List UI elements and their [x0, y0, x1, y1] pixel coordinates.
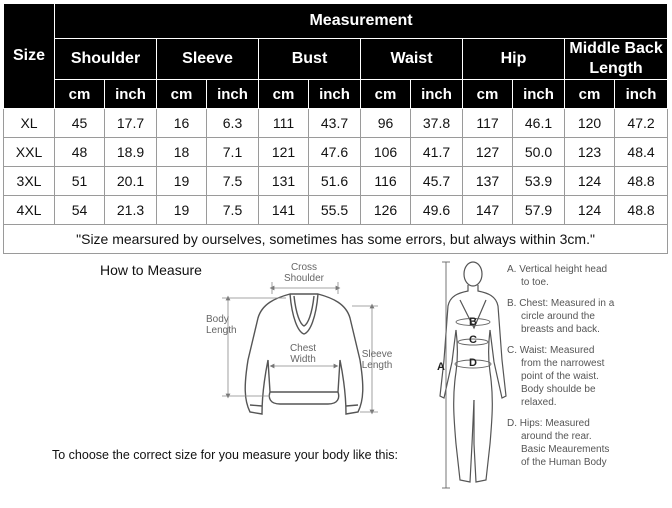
group-header: Bust — [259, 39, 361, 80]
chest-width-text: Chest Width — [289, 343, 317, 365]
value-cell: 124 — [565, 167, 615, 196]
value-cell: 54 — [55, 196, 105, 225]
note-item — [507, 417, 667, 469]
letter-b: B — [469, 316, 477, 328]
value-cell: 50.0 — [513, 138, 565, 167]
note-line: Body shoulde be — [521, 384, 596, 395]
size-cell: 3XL — [4, 167, 55, 196]
value-cell: 147 — [463, 196, 513, 225]
choose-size-instruction: To choose the correct size for you measure your body like this: — [52, 448, 398, 462]
how-to-measure-title: How to Measure — [100, 262, 202, 278]
sleeve-length-text: Sleeve Length — [361, 349, 393, 371]
value-cell: 137 — [463, 167, 513, 196]
letter-c: C — [469, 334, 477, 346]
unit-header: cm — [55, 80, 105, 109]
value-cell: 131 — [259, 167, 309, 196]
value-cell: 21.3 — [105, 196, 157, 225]
value-cell: 45.7 — [411, 167, 463, 196]
value-cell: 121 — [259, 138, 309, 167]
unit-header: cm — [565, 80, 615, 109]
note-line: circle around the — [521, 311, 595, 322]
value-cell: 18.9 — [105, 138, 157, 167]
note-line: to toe. — [521, 277, 549, 288]
value-cell: 124 — [565, 196, 615, 225]
measurement-notes — [507, 263, 667, 477]
size-cell: 4XL — [4, 196, 55, 225]
unit-header: inch — [105, 80, 157, 109]
note-item — [507, 297, 667, 336]
note-first-line: B. Chest: Measured in a — [507, 298, 615, 309]
table-note: "Size mearsured by ourselves, sometimes has some errors, but always within 3cm." — [4, 225, 668, 254]
value-cell: 48.4 — [615, 138, 668, 167]
note-line: of the Human Body — [521, 457, 607, 468]
note-line: relaxed. — [521, 397, 557, 408]
size-header: Size — [4, 4, 55, 109]
value-cell: 48.8 — [615, 167, 668, 196]
value-cell: 51.6 — [309, 167, 361, 196]
unit-header: cm — [463, 80, 513, 109]
value-cell: 48 — [55, 138, 105, 167]
group-header: Hip — [463, 39, 565, 80]
value-cell: 53.9 — [513, 167, 565, 196]
note-first-line: C. Waist: Measured — [507, 345, 595, 356]
body-length-label — [206, 314, 256, 336]
value-cell: 6.3 — [207, 109, 259, 138]
unit-header: inch — [207, 80, 259, 109]
value-cell: 41.7 — [411, 138, 463, 167]
value-cell: 106 — [361, 138, 411, 167]
note-item — [507, 263, 667, 289]
value-cell: 116 — [361, 167, 411, 196]
unit-header: inch — [309, 80, 361, 109]
value-cell: 48.8 — [615, 196, 668, 225]
human-body-icon — [440, 262, 506, 482]
unit-header: cm — [157, 80, 207, 109]
unit-header: inch — [513, 80, 565, 109]
note-line: Basic Meaurements — [521, 444, 610, 455]
value-cell: 19 — [157, 196, 207, 225]
sleeve-length-label — [354, 349, 400, 371]
value-cell: 96 — [361, 109, 411, 138]
value-cell: 47.6 — [309, 138, 361, 167]
value-cell: 45 — [55, 109, 105, 138]
measurement-header: Measurement — [55, 4, 668, 39]
value-cell: 123 — [565, 138, 615, 167]
value-cell: 120 — [565, 109, 615, 138]
group-header: Sleeve — [157, 39, 259, 80]
chest-width-label — [280, 343, 326, 365]
value-cell: 111 — [259, 109, 309, 138]
note-item — [507, 344, 667, 409]
size-cell: XXL — [4, 138, 55, 167]
value-cell: 20.1 — [105, 167, 157, 196]
value-cell: 18 — [157, 138, 207, 167]
value-cell: 17.7 — [105, 109, 157, 138]
note-first-line: A. Vertical height head — [507, 264, 608, 275]
letter-a: A — [437, 361, 445, 373]
cross-shoulder-text: Cross Shoulder — [283, 262, 325, 284]
value-cell: 46.1 — [513, 109, 565, 138]
value-cell: 7.5 — [207, 196, 259, 225]
unit-header: inch — [615, 80, 668, 109]
value-cell: 57.9 — [513, 196, 565, 225]
note-first-line: D. Hips: Measured — [507, 418, 590, 429]
value-cell: 141 — [259, 196, 309, 225]
note-line: around the rear. — [521, 431, 592, 442]
unit-header: cm — [259, 80, 309, 109]
cross-shoulder-label — [270, 262, 338, 284]
value-cell: 43.7 — [309, 109, 361, 138]
value-cell: 16 — [157, 109, 207, 138]
group-header: Shoulder — [55, 39, 157, 80]
value-cell: 37.8 — [411, 109, 463, 138]
note-line: breasts and back. — [521, 324, 600, 335]
value-cell: 55.5 — [309, 196, 361, 225]
letter-d: D — [469, 357, 477, 369]
value-cell: 19 — [157, 167, 207, 196]
note-line: point of the waist. — [521, 371, 599, 382]
size-cell: XL — [4, 109, 55, 138]
body-length-text: Body Length — [206, 314, 237, 336]
note-line: from the narrowest — [521, 358, 605, 369]
value-cell: 49.6 — [411, 196, 463, 225]
group-header: Middle Back Length — [565, 39, 668, 80]
value-cell: 47.2 — [615, 109, 668, 138]
value-cell: 7.1 — [207, 138, 259, 167]
value-cell: 51 — [55, 167, 105, 196]
value-cell: 117 — [463, 109, 513, 138]
unit-header: cm — [361, 80, 411, 109]
value-cell: 127 — [463, 138, 513, 167]
group-header: Waist — [361, 39, 463, 80]
value-cell: 7.5 — [207, 167, 259, 196]
value-cell: 126 — [361, 196, 411, 225]
unit-header: inch — [411, 80, 463, 109]
